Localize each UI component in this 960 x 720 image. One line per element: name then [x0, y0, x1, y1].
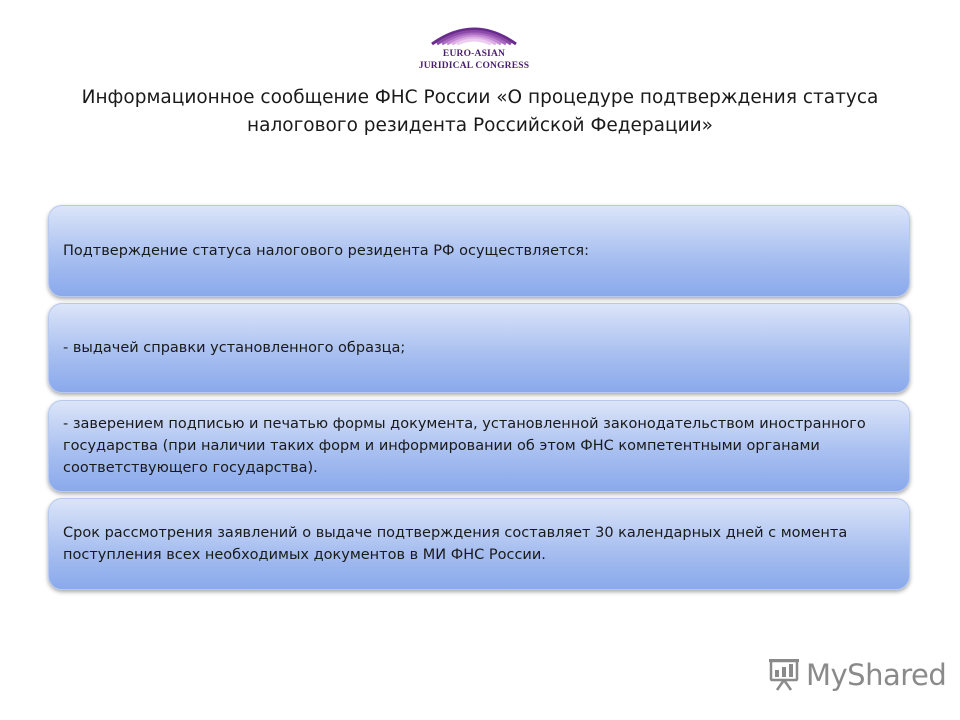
- slide-title: [40, 84, 920, 140]
- presentation-icon: [768, 658, 800, 692]
- watermark-text: MyShared: [806, 658, 947, 692]
- slide-title-line-2: налогового резидента Российской Федерации»: [247, 115, 713, 136]
- info-box-text: - выдачей справки установленного образца;: [63, 340, 406, 356]
- logo-line-1: EURO-ASIAN: [442, 49, 506, 59]
- info-box-deadline: [48, 498, 910, 590]
- logo-line-2: JURIDICAL CONGRESS: [418, 61, 530, 71]
- info-box-foreign-form: [48, 400, 910, 492]
- info-box-certificate: [48, 303, 910, 393]
- slide-title-line-1: Информационное сообщение ФНС России «О процедуре подтверждения статуса: [81, 87, 879, 108]
- congress-logo: [408, 14, 540, 72]
- info-box-intro: [48, 205, 910, 297]
- info-box-text: Срок рассмотрения заявлений о выдаче подтверждения составляет 30 календарных дней с момента поступления всех необходимых документов в МИ ФНС России.: [63, 525, 848, 563]
- info-box-text: Подтверждение статуса налогового резидента РФ осуществляется:: [63, 243, 590, 259]
- myshared-watermark: [768, 655, 946, 695]
- congress-arc-icon: [426, 14, 522, 48]
- info-box-text: - заверением подписью и печатью формы документа, установленной законодательством иностранного государства (при наличии таких форм и информировании об этом ФНС компетентными органами соответствующего государства).: [63, 416, 866, 476]
